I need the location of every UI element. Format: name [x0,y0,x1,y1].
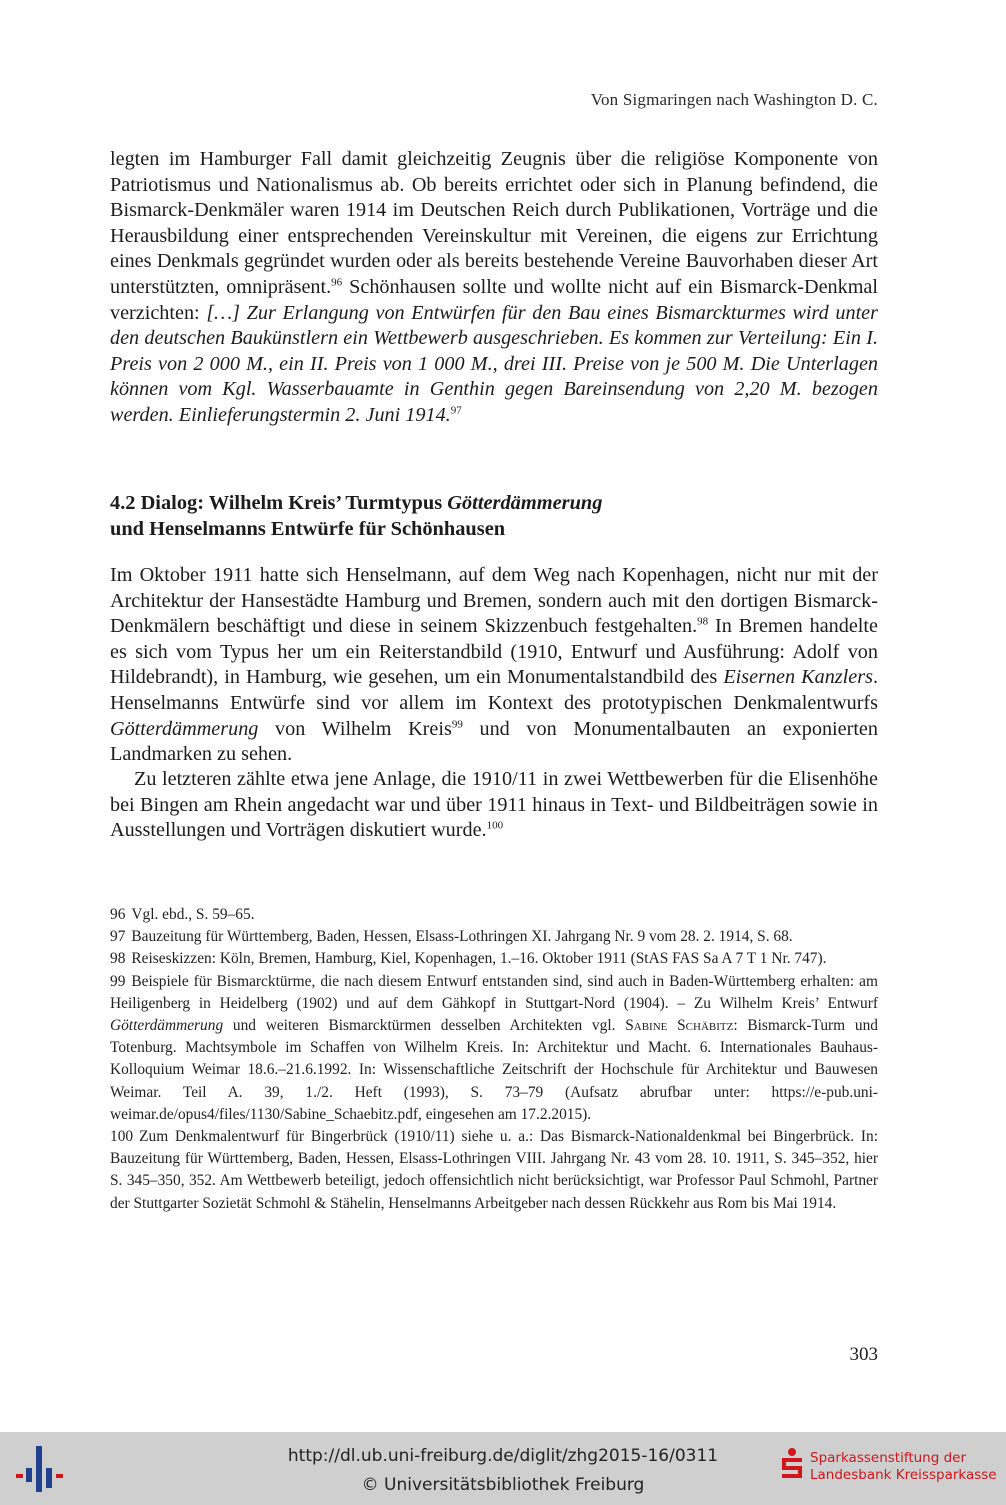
footnote-italic: Götterdämmerung [110,1017,224,1035]
paragraph-3 [110,767,878,844]
paragraph-2-italic-c: Götterdämmerung [110,717,259,740]
sponsor-text [810,1450,1000,1484]
quotation: […] Zur Erlangung von Entwürfen für den Bau eines Bismarckturmes wird unter den deutschen Baukünstlern ein Wettbewerb ausgeschrieben. Es kommen zur Verteilung: Ein I. Preis von 2 000 M., ein II. Preis von 1 000 M., drei III. Preise von je 500 M. Die Unterlagen können vom Kgl. Wasserbauamte in Genthin gegen Bareinsendung von 2,20 M. bezogen werden. Einlieferungstermin 2. Juni 1914. [110,301,879,426]
paragraph-2-text-c: . Henselmanns Entwürfe sind vor allem im Kontext des prototypischen Denkmalentwurfs [110,666,878,714]
paragraph-1 [110,147,878,429]
footnote-text: Reiseskizzen: Köln, Bremen, Hamburg, Kiel, Kopenhagen, 1.–16. Oktober 1911 (StAS FAS Sa A 7 T 1 Nr. 747). [131,950,827,968]
heading-line-1-italic: Götterdämmerung [447,492,603,514]
sponsor-line-2: Landesbank Kreissparkasse [810,1467,997,1483]
footnote-ref-99[interactable]: 99 [451,717,463,730]
paragraph-3-text: Zu letzteren zählte etwa jene Anlage, die 1910/11 in zwei Wettbewerben für die Elisenhöhe bei Bingen am Rhein angedacht war und über 1911 hinaus in Text- und Bildbeiträgen sowie in Ausstellungen und Vorträgen diskutiert wurde. [110,768,878,842]
paragraph-2-text-a: Im Oktober 1911 hatte sich Henselmann, auf dem Weg nach Kopenhagen, nicht nur mit der Architektur der Hansestädte Hamburg und Bremen, sondern auch mit den dortigen Bismarck-Denkmälern beschäftigt und diese in seinem Skizzenbuch festgehalten. [110,564,878,638]
paragraph-2-italic-b: Eisernen Kanzlers [723,666,873,689]
section-heading [110,490,878,542]
footnote-ref-97[interactable]: 97 [450,404,462,417]
paragraph-1-text-a: legten im Hamburger Fall damit gleichzeitig Zeugnis über die religiöse Komponente von Patriotismus und Nationalismus ab. Ob bereits errichtet oder sich in Planung befindend, die Bismarck-Denkmäler waren 1914 im Deutschen Reich durch Publikationen, Vorträge und die Herausbildung einer entsprechenden Vereinskultur mit Vereinen, die eigens zur Errichtung eines Denkmals gegründet wurden oder als bereits bestehende Vereine Bauvorhaben dieser Art unterstützten, omnipräsent. [110,148,878,298]
footnote-text: Vgl. ebd., S. 59–65. [131,906,255,923]
footer-copyright: © Universitätsbibliothek Freiburg [361,1475,645,1495]
footnote-99 [110,971,878,1126]
paragraph-1-text-b: Schönhausen sollte und wollte nicht auf ein Bismarck-Denkmal verzichten: [110,275,878,324]
paragraph-2-text-d: von Wilhelm Kreis [258,717,452,740]
footnote-98 [110,948,878,970]
footnote-number: 99 [110,972,126,990]
page-number: 303 [849,1344,878,1365]
footnote-text-a: Beispiele für Bismarcktürme, die nach diesem Entwurf entstanden sind, sind auch in Baden-Württemberg erhalten: am Heiligenberg in Heidelberg (1902) und auf dem Gähkopf in Stuttgart-Nord (1904). – Zu Wilhelm Kreis’ Entwurf [110,972,878,1012]
heading-line-1: 4.2 Dialog: Wilhelm Kreis’ Turmtypus [110,492,448,514]
footnote-text-b: und weiteren Bismarcktürmen desselben Architekten vgl. [223,1017,626,1035]
heading-line-2: und Henselmanns Entwürfe für Schönhausen [110,518,506,540]
sponsor-line-1: Sparkassenstiftung der [810,1450,967,1466]
footnotes [110,904,878,1215]
paragraph-2-text-b: In Bremen handelte es sich vom Typus her um ein Reiterstandbild (1910, Entwurf und Ausführung: Adolf von Hildebrandt), in Hamburg, wie gesehen, um ein Monumentalstandbild des [110,615,878,689]
footnote-number: 96 [110,906,126,923]
paragraph-2 [110,563,878,768]
paragraph-2-text-e: und von Monumentalbauten an exponierten Landmarken zu sehen. [110,717,878,766]
footnote-number: 97 [110,928,126,946]
footnote-ref-98[interactable]: 98 [697,615,709,628]
footnote-100 [110,1126,878,1215]
footnote-author: Sabine Schäbitz [625,1017,734,1035]
footnote-96 [110,904,878,926]
footnote-text: Bauzeitung für Württemberg, Baden, Hessen, Elsass-Lothringen XI. Jahrgang Nr. 9 vom 28. 2. 1914, S. 68. [131,928,793,946]
footnote-ref-100[interactable]: 100 [486,819,504,832]
footnote-ref-96[interactable]: 96 [331,276,343,289]
footnote-number: 100 [110,1128,134,1146]
footnote-number: 98 [110,950,126,968]
footer-bar [0,1432,1006,1505]
footnote-text: Zum Denkmalentwurf für Bingerbrück (1910/11) siehe u. a.: Das Bismarck-Nationaldenkmal bei Bingerbrück. In: Bauzeitung für Württemberg, Baden, Hessen, Elsass-Lothringen VIII. Jahrgang Nr. 43 vom 28. 10. 1911, S. 345–352, hier S. 345–350, 352. Am Wettbewerb beteiligt, jedoch offensichtlich nicht berücksichtigt, war Professor Paul Schmohl, Partner der Stuttgarter Sozietät Schmohl & Stähelin, Henselmanns Arbeitgeber nach dessen Rückkehr aus Rom bis Mai 1914. [110,1128,878,1212]
sparkasse-logo-icon [780,1448,804,1482]
footnote-text-c: : Bismarck-Turm und Totenburg. Machtsymbole im Schaffen von Wilhelm Kreis. In: Architektur und Macht. 6. Internationales Bauhaus-Kolloquium Weimar 18.6.–21.6.1992. In: Wissenschaftliche Zeitschrift der Hochschule für Architektur und Bauwesen Weimar. Teil A. 39, 1./2. Heft (1993), S. 73–79 (Aufsatz abrufbar unter: https://e-pub.uni-weimar.de/opus4/files/1130/Sabine_Schaebitz.pdf, eingesehen am 17.2.2015). [110,1017,878,1123]
running-head: Von Sigmaringen nach Washington D. C. [590,90,878,109]
footer-url-link[interactable]: http://dl.ub.uni-freiburg.de/diglit/zhg2015-16/0311 [287,1446,719,1466]
footnote-97 [110,926,878,948]
